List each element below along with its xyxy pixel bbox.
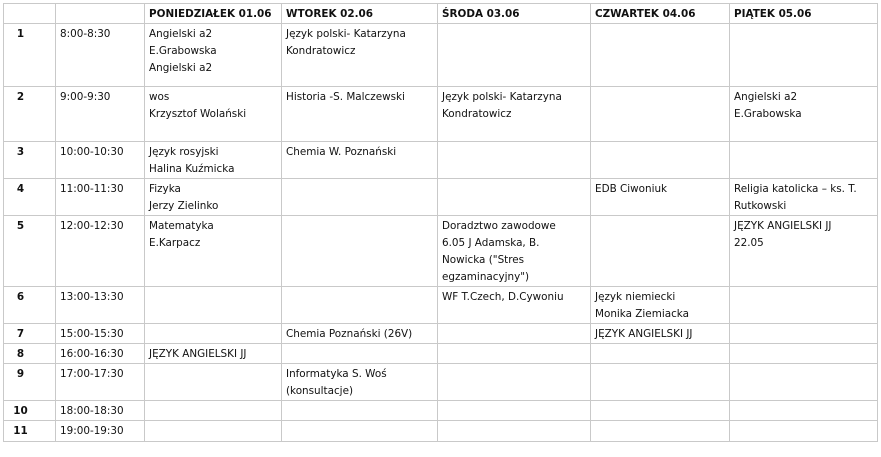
lesson-cell-friday: Religia katolicka – ks. T. Rutkowski xyxy=(730,179,878,216)
lesson-cell-wednesday xyxy=(438,421,591,442)
lesson-cell-friday xyxy=(730,401,878,421)
lesson-cell-thursday xyxy=(591,344,730,364)
table-row xyxy=(4,287,878,324)
table-row xyxy=(4,421,878,442)
lesson-cell-friday xyxy=(730,421,878,442)
lesson-cell-tuesday xyxy=(282,216,438,287)
lesson-time-cell: 8:00-8:30 xyxy=(56,24,145,87)
lesson-cell-tuesday xyxy=(282,287,438,324)
lesson-number-cell: 6 xyxy=(4,287,56,324)
lesson-cell-thursday xyxy=(591,216,730,287)
lesson-time-cell: 17:00-17:30 xyxy=(56,364,145,401)
lesson-cell-wednesday xyxy=(438,24,591,87)
lesson-time-cell: 18:00-18:30 xyxy=(56,401,145,421)
lesson-number-cell: 4 xyxy=(4,179,56,216)
lesson-number-cell: 10 xyxy=(4,401,56,421)
lesson-cell-friday xyxy=(730,142,878,179)
lesson-cell-wednesday xyxy=(438,324,591,344)
lesson-cell-monday: Angielski a2 E.Grabowska Angielski a2 xyxy=(145,24,282,87)
lesson-cell-tuesday: Historia -S. Malczewski xyxy=(282,87,438,142)
lesson-cell-wednesday xyxy=(438,401,591,421)
lesson-cell-tuesday: Chemia W. Poznański xyxy=(282,142,438,179)
schedule-table xyxy=(3,3,878,442)
lesson-cell-monday xyxy=(145,401,282,421)
lesson-cell-wednesday: WF T.Czech, D.Cywoniu xyxy=(438,287,591,324)
header-day-monday: PONIEDZIAŁEK 01.06 xyxy=(145,4,282,24)
table-row xyxy=(4,87,878,142)
lesson-cell-monday: wos Krzysztof Wolański xyxy=(145,87,282,142)
table-row xyxy=(4,344,878,364)
lesson-cell-tuesday xyxy=(282,421,438,442)
lesson-time-cell: 11:00-11:30 xyxy=(56,179,145,216)
lesson-time-cell: 9:00-9:30 xyxy=(56,87,145,142)
lesson-time-cell: 13:00-13:30 xyxy=(56,287,145,324)
lesson-cell-monday xyxy=(145,421,282,442)
lesson-cell-tuesday xyxy=(282,179,438,216)
table-row xyxy=(4,364,878,401)
lesson-number-cell: 1 xyxy=(4,24,56,87)
lesson-cell-friday xyxy=(730,287,878,324)
lesson-cell-tuesday xyxy=(282,401,438,421)
lesson-cell-thursday: EDB Ciwoniuk xyxy=(591,179,730,216)
table-row xyxy=(4,401,878,421)
lesson-cell-monday: Matematyka E.Karpacz xyxy=(145,216,282,287)
lesson-cell-monday: Fizyka Jerzy Zielinko xyxy=(145,179,282,216)
table-row xyxy=(4,324,878,344)
lesson-cell-wednesday xyxy=(438,344,591,364)
lesson-cell-friday xyxy=(730,364,878,401)
lesson-number-cell: 8 xyxy=(4,344,56,364)
lesson-cell-thursday: JĘZYK ANGIELSKI JJ xyxy=(591,324,730,344)
lesson-cell-tuesday: Chemia Poznański (26V) xyxy=(282,324,438,344)
lesson-cell-thursday xyxy=(591,142,730,179)
header-time-cell xyxy=(56,4,145,24)
lesson-cell-monday: Język rosyjski Halina Kuźmicka xyxy=(145,142,282,179)
lesson-cell-tuesday: Informatyka S. Woś (konsultacje) xyxy=(282,364,438,401)
header-day-tuesday: WTOREK 02.06 xyxy=(282,4,438,24)
lesson-cell-monday xyxy=(145,287,282,324)
lesson-cell-thursday xyxy=(591,421,730,442)
lesson-cell-tuesday: Język polski- Katarzyna Kondratowicz xyxy=(282,24,438,87)
lesson-cell-thursday xyxy=(591,364,730,401)
lesson-cell-wednesday: Doradztwo zawodowe 6.05 J Adamska, B. Nowicka ("Stres egzaminacyjny") xyxy=(438,216,591,287)
header-day-thursday: CZWARTEK 04.06 xyxy=(591,4,730,24)
header-day-friday: PIĄTEK 05.06 xyxy=(730,4,878,24)
table-row xyxy=(4,24,878,87)
lesson-time-cell: 12:00-12:30 xyxy=(56,216,145,287)
lesson-number-cell: 2 xyxy=(4,87,56,142)
lesson-cell-wednesday xyxy=(438,179,591,216)
lesson-cell-wednesday xyxy=(438,364,591,401)
lesson-cell-monday xyxy=(145,364,282,401)
table-row xyxy=(4,216,878,287)
lesson-cell-monday: JĘZYK ANGIELSKI JJ xyxy=(145,344,282,364)
lesson-cell-wednesday xyxy=(438,142,591,179)
lesson-number-cell: 9 xyxy=(4,364,56,401)
table-row xyxy=(4,179,878,216)
lesson-time-cell: 15:00-15:30 xyxy=(56,324,145,344)
lesson-time-cell: 10:00-10:30 xyxy=(56,142,145,179)
lesson-cell-thursday xyxy=(591,401,730,421)
lesson-cell-thursday: Język niemiecki Monika Ziemiacka xyxy=(591,287,730,324)
lesson-cell-friday: JĘZYK ANGIELSKI JJ 22.05 xyxy=(730,216,878,287)
lesson-number-cell: 11 xyxy=(4,421,56,442)
lesson-cell-friday xyxy=(730,24,878,87)
lesson-number-cell: 5 xyxy=(4,216,56,287)
lesson-number-cell: 3 xyxy=(4,142,56,179)
lesson-cell-wednesday: Język polski- Katarzyna Kondratowicz xyxy=(438,87,591,142)
lesson-time-cell: 19:00-19:30 xyxy=(56,421,145,442)
header-row xyxy=(4,4,878,24)
table-row xyxy=(4,142,878,179)
lesson-cell-monday xyxy=(145,324,282,344)
lesson-cell-friday: Angielski a2 E.Grabowska xyxy=(730,87,878,142)
lesson-number-cell: 7 xyxy=(4,324,56,344)
lesson-cell-thursday xyxy=(591,87,730,142)
lesson-cell-thursday xyxy=(591,24,730,87)
lesson-cell-friday xyxy=(730,324,878,344)
header-day-wednesday: ŚRODA 03.06 xyxy=(438,4,591,24)
lesson-time-cell: 16:00-16:30 xyxy=(56,344,145,364)
lesson-cell-friday xyxy=(730,344,878,364)
header-num-cell xyxy=(4,4,56,24)
lesson-cell-tuesday xyxy=(282,344,438,364)
